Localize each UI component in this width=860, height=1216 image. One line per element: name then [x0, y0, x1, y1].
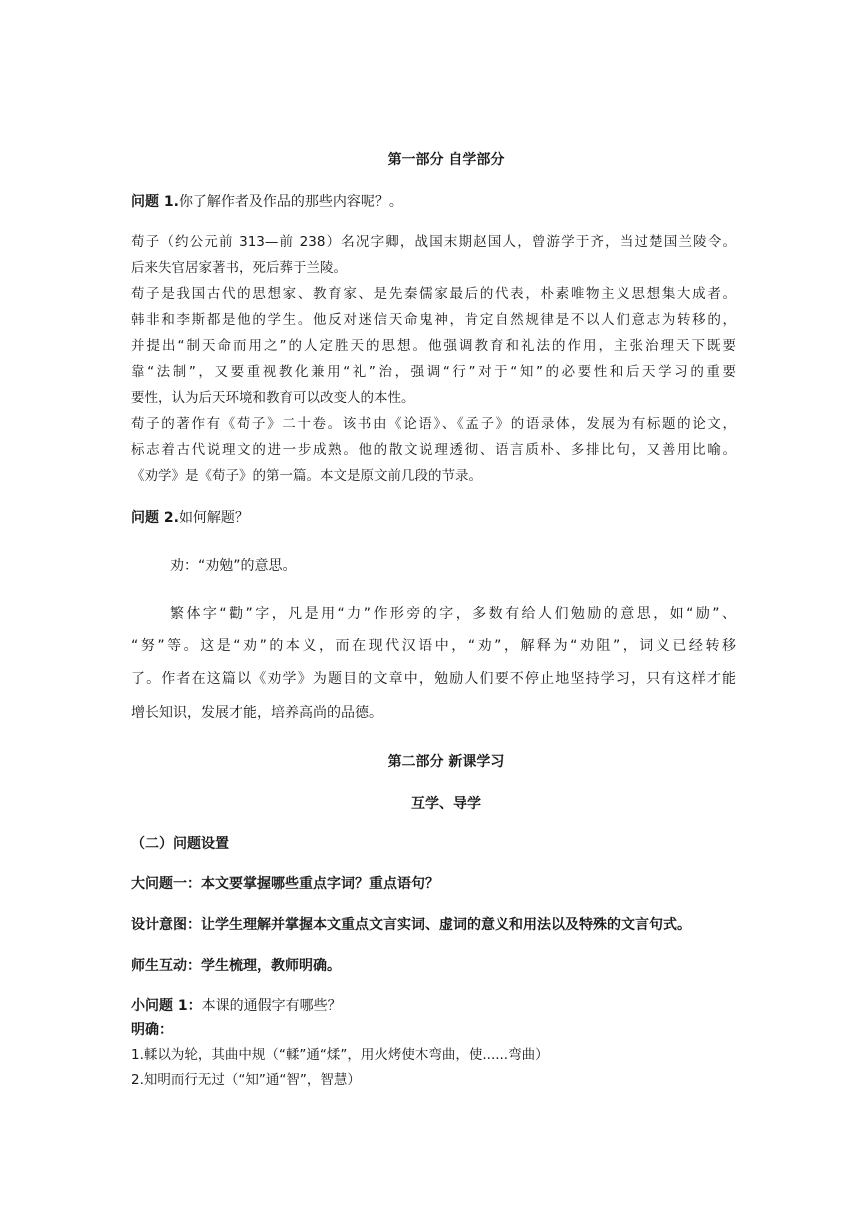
works-line: 标志着古代说理文的进一步成熟。他的散文说理透彻、语言质朴、多排比句，又善用比喻。 — [131, 442, 736, 458]
works-line: 《劝学》是《荀子》的第一篇。本文是原文前几段的节录。 — [131, 468, 482, 484]
big-question: 大问题一：本文要掌握哪些重点字词？重点语句？ — [131, 876, 439, 892]
author-line: 后来失官居家著书，死后葬于兰陵。 — [131, 260, 347, 276]
part1-heading: 第一部分 自学部分 — [387, 152, 505, 168]
question-2 — [131, 508, 736, 528]
part2-heading: 第二部分 新课学习 — [387, 754, 505, 770]
works-line: 荀子的著作有《荀子》二十卷。该书由《论语》、《孟子》的语录体，发展为有标题的论文， — [131, 416, 736, 432]
author-line: 要性，认为后天环境和教育可以改变人的本性。 — [131, 390, 415, 406]
title-explain-line: 增长知识，发展才能，培养高尚的品德。 — [131, 705, 383, 721]
question-1-text: 你了解作者及作品的那些内容呢？。 — [178, 194, 403, 210]
small-question-1-label: 小问题 1： — [131, 998, 202, 1014]
question-1 — [131, 192, 736, 212]
author-line: 韩非和李斯都是他的学生。他反对迷信天命鬼神，肯定自然规律是不以人们意志为转移的， — [131, 312, 736, 328]
author-line: 荀子是我国古代的思想家、教育家、是先秦儒家最后的代表，朴素唯物主义思想集大成者。 — [131, 286, 736, 302]
interaction: 师生互动：学生梳理，教师明确。 — [131, 958, 341, 974]
answer-item: 1.輮以为轮，其曲中规（“輮”通“煣”，用火烤使木弯曲，使......弯曲） — [131, 1047, 549, 1063]
question-2-label: 问题 2. — [131, 510, 179, 526]
title-explain-line: 了。作者在这篇以《劝学》为题目的文章中，勉励人们要不停止地坚持学习，只有这样才能 — [131, 671, 736, 687]
question-1-label: 问题 1. — [131, 194, 179, 210]
question-2-text: 如何解题？ — [178, 510, 249, 526]
small-question-1 — [131, 996, 736, 1016]
author-line: 并提出“制天命而用之”的人定胜天的思想。他强调教育和礼法的作用，主张治理天下既要 — [131, 338, 736, 354]
title-meaning: 劝：“劝勉”的意思。 — [170, 558, 297, 574]
author-line: 靠“法制”，又要重视教化兼用“礼”治，强调“行”对于“知”的必要性和后天学习的重要 — [131, 364, 736, 380]
answer-item: 2.知明而行无过（“知”通“智”，智慧） — [131, 1072, 361, 1088]
author-line: 荀子（约公元前 313—前 238）名况字卿，战国末期赵国人，曾游学于齐，当过楚国兰陵令。 — [131, 234, 736, 250]
design-intent: 设计意图：让学生理解并掌握本文重点文言实词、虚词的意义和用法以及特殊的文言句式。 — [131, 917, 691, 933]
small-question-1-text: 本课的通假字有哪些？ — [201, 998, 342, 1014]
title-explain-line: 繁体字“勸”字，凡是用“力”作形旁的字，多数有给人们勉励的意思，如“励”、 — [170, 606, 736, 622]
title-explain-line: “努”等。这是“劝”的本义，而在现代汉语中，“劝”，解释为“劝阻”，词义已经转移 — [131, 638, 736, 654]
section-title: （二）问题设置 — [131, 836, 229, 852]
clarify-label: 明确： — [131, 1022, 173, 1038]
part2-subheading: 互学、导学 — [411, 796, 481, 812]
